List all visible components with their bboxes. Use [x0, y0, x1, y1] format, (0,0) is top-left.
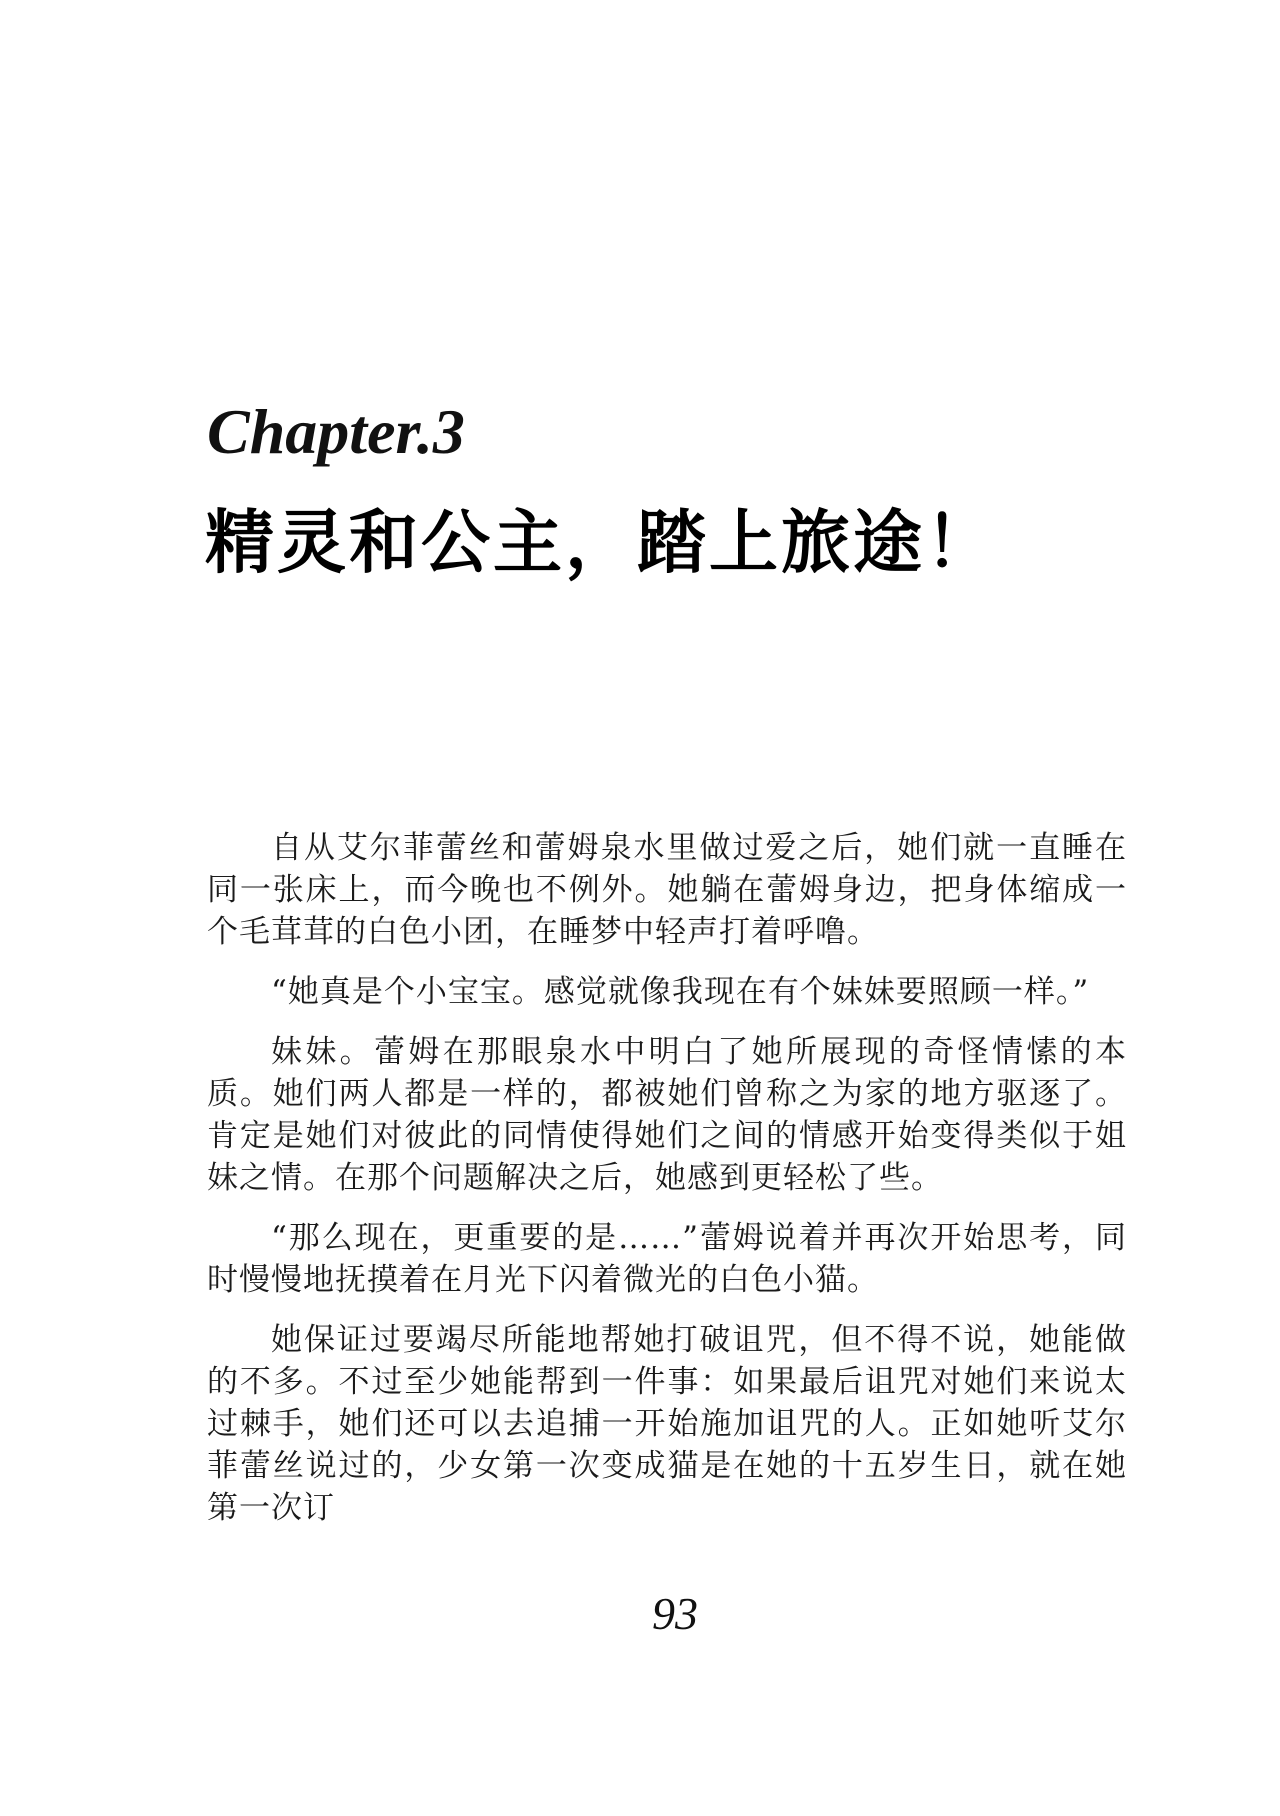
body-text — [207, 827, 1127, 1547]
paragraph-4: “那么现在，更重要的是……”蕾姆说着并再次开始思考，同时慢慢地抚摸着在月光下闪着微光的白色小猫。 — [207, 1220, 1127, 1298]
paragraph-2: “她真是个小宝宝。感觉就像我现在有个妹妹要照顾一样。” — [271, 974, 1090, 1010]
paragraph-3: 妹妹。蕾姆在那眼泉水中明白了她所展现的奇怪情愫的本质。她们两人都是一样的，都被她们曾称之为家的地方驱逐了。肯定是她们对彼此的同情使得她们之间的情感开始变得类似于姐妹之情。在那个问题解决之后，她感到更轻松了些。 — [207, 1034, 1127, 1196]
chapter-title: 精灵和公主，踏上旅途！ — [205, 503, 997, 583]
paragraph-1: 自从艾尔菲蕾丝和蕾姆泉水里做过爱之后，她们就一直睡在同一张床上，而今晚也不例外。她躺在蕾姆身边，把身体缩成一个毛茸茸的白色小团，在睡梦中轻声打着呼噜。 — [207, 830, 1127, 950]
page-number: 93 — [652, 1588, 698, 1639]
chapter-number: Chapter.3 — [207, 396, 465, 467]
paragraph-5: 她保证过要竭尽所能地帮她打破诅咒，但不得不说，她能做的不多。不过至少她能帮到一件事：如果最后诅咒对她们来说太过棘手，她们还可以去追捕一开始施加诅咒的人。正如她听艾尔菲蕾丝说过的，少女第一次变成猫是在她的十五岁生日，就在她第一次订 — [207, 1322, 1127, 1526]
